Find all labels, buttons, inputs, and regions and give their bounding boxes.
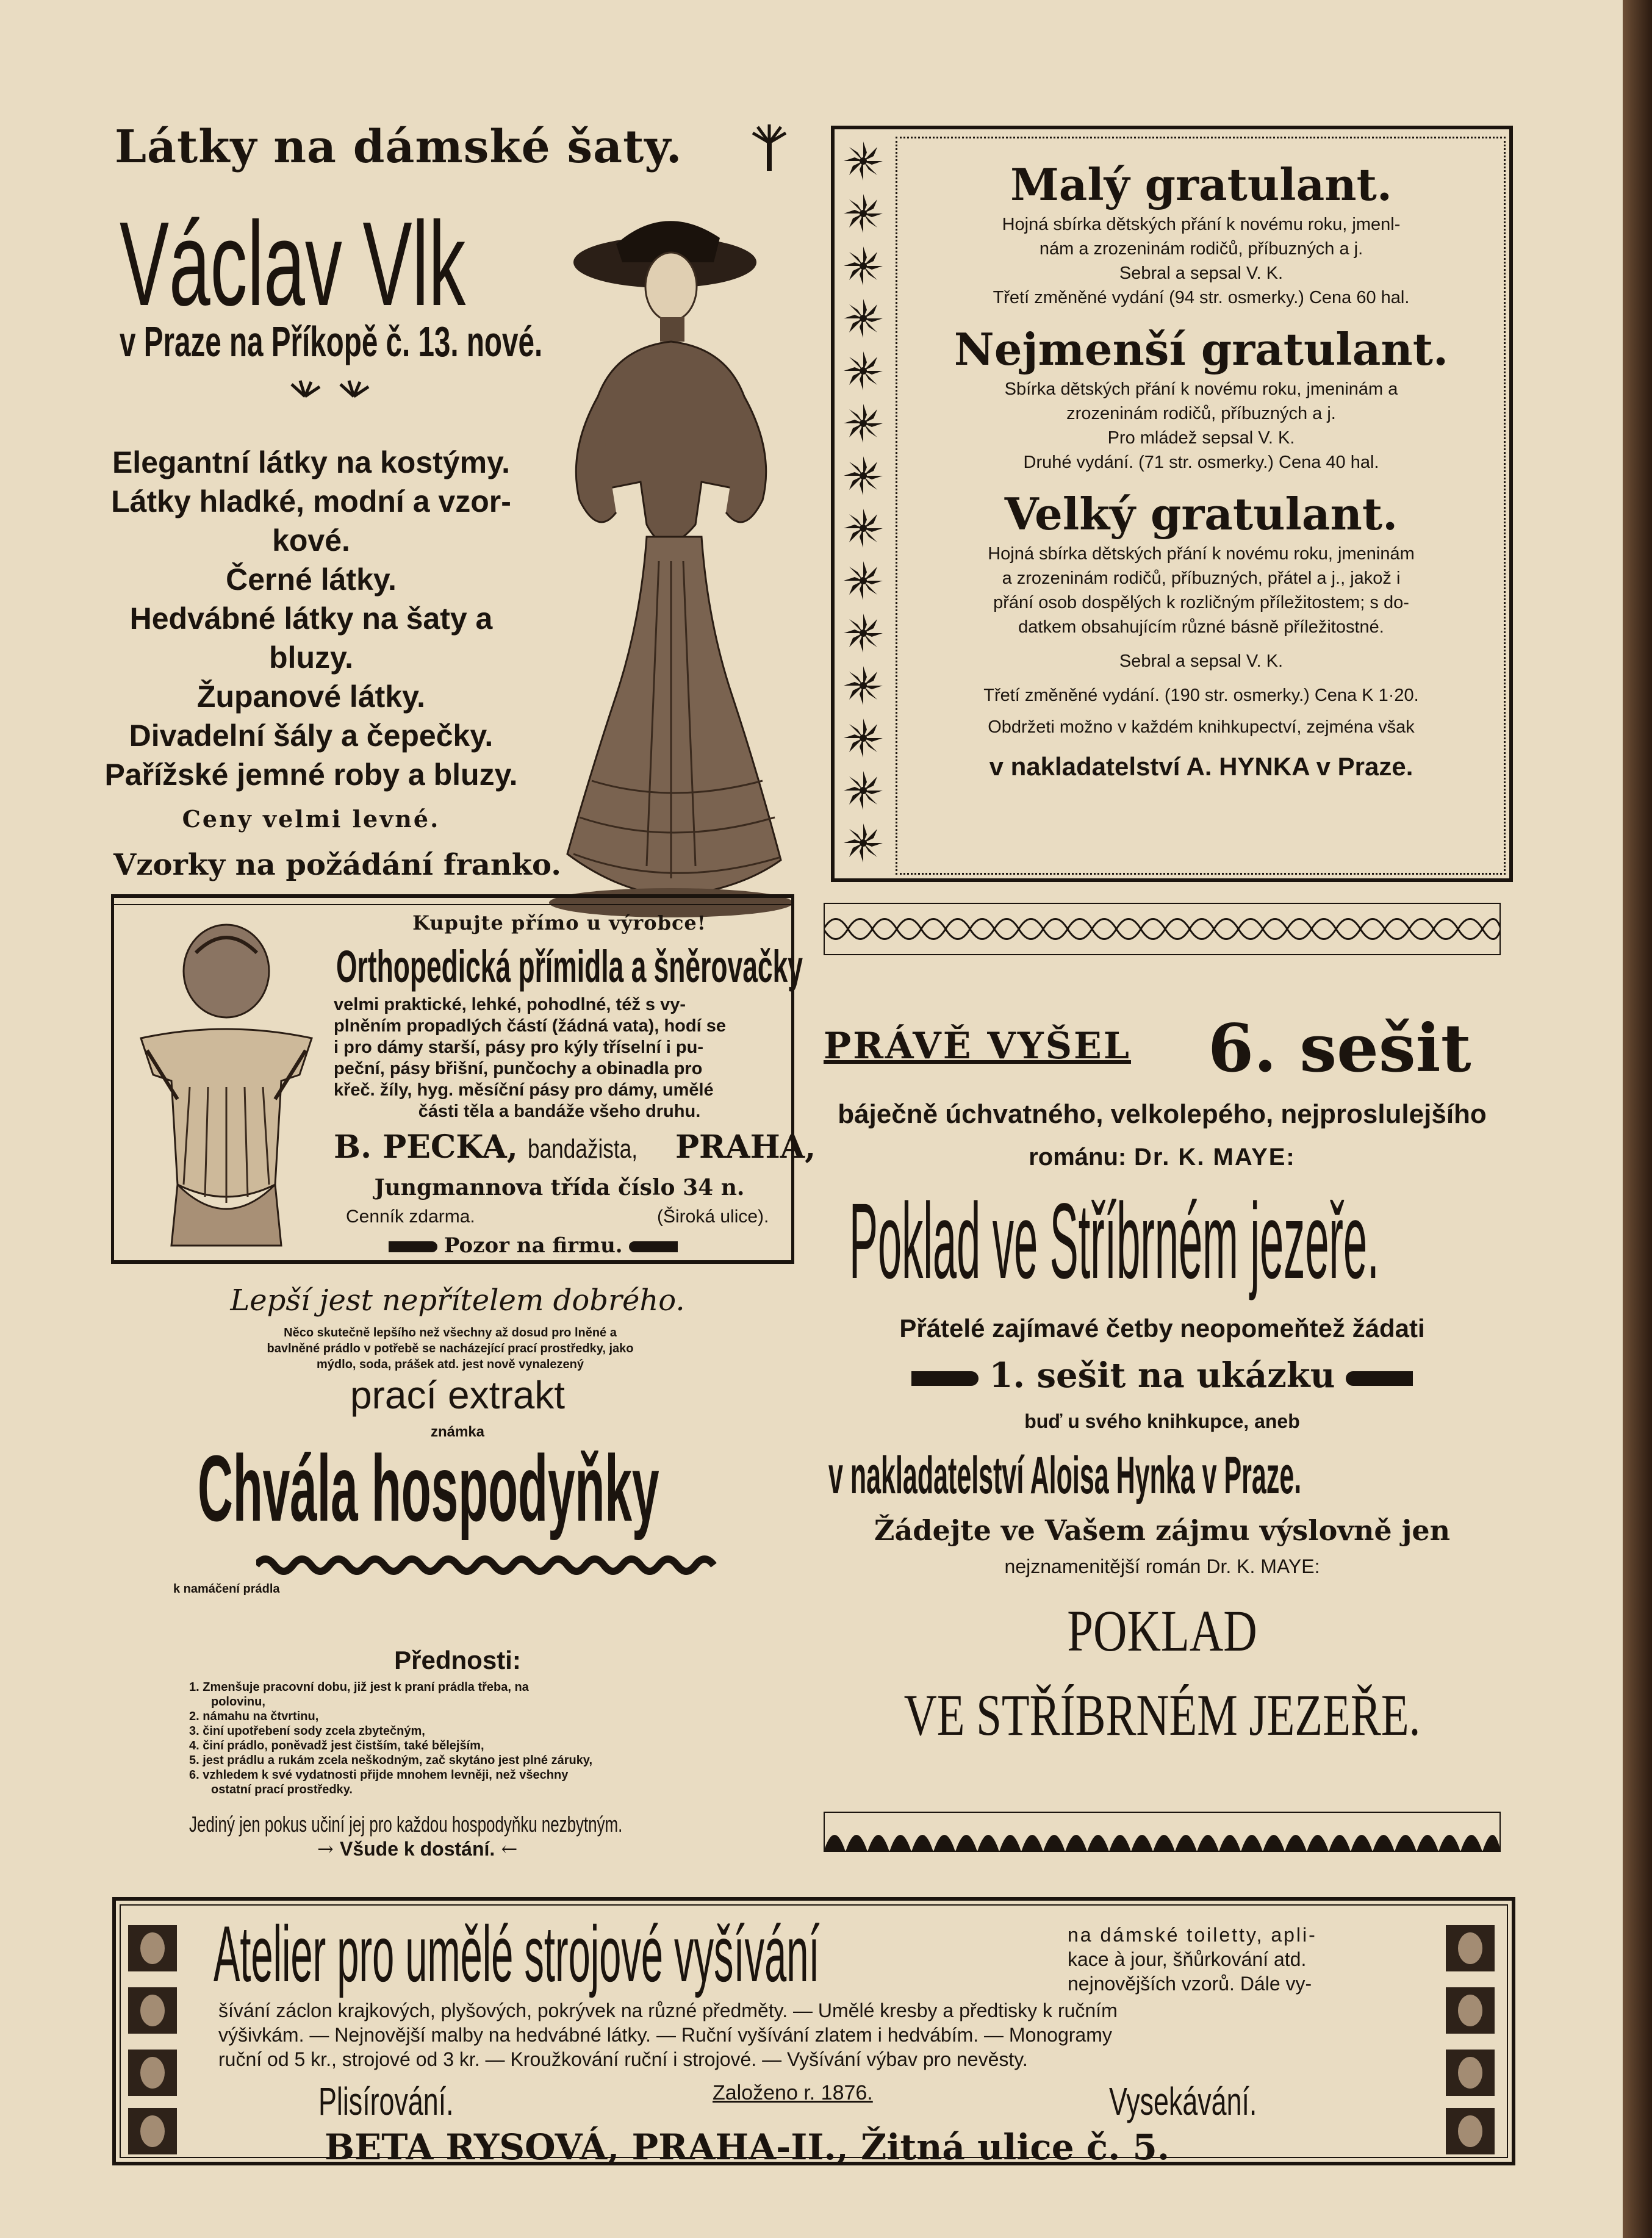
vilk-item: Látky hladké, modní a vzor-	[111, 484, 511, 518]
pecka-line: velmi praktické, lehké, pohodlné, též s vy-	[334, 995, 686, 1014]
advantage-line: 1. Zmenšuje pracovní dobu, již jest k praní prádla třeba, na	[189, 1680, 529, 1694]
pecka-firm-warning	[389, 1233, 678, 1258]
rysova-cut: Vysekávání.	[1109, 2079, 1257, 2123]
book-line: Sbírka dětských přání k novému roku, jmeninám a	[1004, 379, 1398, 399]
vilk-item: Županové látky.	[196, 680, 426, 714]
rysova-founded: Založeno r. 1876.	[713, 2081, 873, 2104]
intro-line: bavlněné prádlo v potřebě se nacházející prací prostředky, jako	[267, 1342, 634, 1355]
lady-dress-illustration	[543, 195, 799, 939]
pointing-hand-icon	[629, 1241, 678, 1252]
maye-desc2: románu:	[1029, 1144, 1127, 1171]
pecka-catalog: Cenník zdarma.	[346, 1207, 475, 1227]
advantage-line: 4. činí prádlo, poněvadž jest čistším, také bělejším,	[189, 1739, 484, 1752]
arrow-left-icon: ←	[501, 1837, 518, 1860]
arrow-right-icon: →	[317, 1837, 334, 1860]
book-line: datkem obsahujícím různé básně příležitostné.	[1018, 617, 1384, 637]
pecka-top: Kupujte přímo u výrobce!	[412, 911, 706, 934]
intro-line: Něco skutečně lepšího než všechny až dosud pro lněné a	[284, 1326, 617, 1340]
books-publisher: v nakladatelství A. HYNKA v Praze.	[989, 752, 1413, 781]
portrait-column-right	[1446, 1925, 1495, 2157]
book-line: Sebral a sepsal V. K.	[1119, 264, 1284, 283]
extrakt-everywhere: Všude k dostání.	[339, 1838, 495, 1860]
pecka-line: plněním propadlých částí (žádná vata), hodí se	[334, 1016, 726, 1036]
maye-big2: VE STŘÍBRNÉM JEZEŘE.	[903, 1682, 1421, 1748]
advantage-line: 3. činí upotřebení sody zcela zbytečným,	[189, 1724, 425, 1738]
wave-ornament	[256, 1553, 720, 1577]
vilk-item: kové.	[272, 523, 350, 558]
advantage-line: polovinu,	[211, 1695, 265, 1709]
book-title: Nejmenší gratulant.	[953, 323, 1449, 375]
maye-publisher: v nakladatelství Aloisa Hynka v Praze.	[828, 1446, 1302, 1505]
extrakt-brand: Chvála hospodyňky	[198, 1436, 659, 1541]
vilk-item: Divadelní šály a čepečky.	[129, 719, 494, 753]
pecka-firm: Pozor na firmu.	[444, 1233, 623, 1258]
rysova-side	[1068, 1923, 1446, 1996]
rysova-line: ruční od 5 kr., strojové od 3 kr. — Kroužkování ruční i strojové. — Vyšívání výbav pro nevěsty.	[218, 2048, 1028, 2070]
pecka-title: Orthopedická přímidla a šněrovačky	[336, 941, 803, 992]
book-line: Hojná sbírka dětských přání k novému roku, jmenl-	[1002, 215, 1401, 234]
top-ornament-border	[824, 903, 1501, 955]
page-edge	[1623, 0, 1652, 2238]
pecka-line: části těla a bandáže všeho druhu.	[418, 1102, 701, 1121]
palmette-ornament-icon	[287, 378, 372, 403]
pecka-line: křeč. žíly, hyg. měsíční pásy pro dámy, umělé	[334, 1080, 714, 1100]
book-line: Hojná sbírka dětských přání k novému roku, jmeninám	[988, 544, 1415, 564]
book-line: nám a zrozeninám rodičů, příbuzných a j.	[1039, 239, 1363, 259]
vilk-item: bluzy.	[269, 640, 353, 675]
book-description	[898, 542, 1504, 708]
rysova-title: Atelier pro umělé strojové vyšívání	[214, 1909, 820, 1998]
rysova-pleat: Plisírování.	[318, 2079, 454, 2123]
advantage-line: ostatní prací prostředky.	[211, 1783, 353, 1796]
pecka-city: PRAHA,	[675, 1128, 816, 1166]
pecka-name: B. PECKA,	[334, 1128, 518, 1166]
pointing-hand-icon	[1346, 1371, 1413, 1386]
flower-border-icon	[838, 138, 888, 876]
maye-author: Dr. K. MAYE:	[1133, 1144, 1296, 1171]
book-description	[898, 212, 1504, 310]
pointing-hand-icon	[911, 1371, 979, 1386]
advantage-line: 5. jest prádlu a rukám zcela neškodným, zač skytáno jest plné záruky,	[189, 1754, 593, 1767]
vilk-item: Elegantní látky na kostýmy.	[112, 445, 511, 479]
pecka-ad	[111, 894, 816, 1264]
rysova-line: výšivkám. — Nejnovější malby na hedvábné látky. — Ruční vyšívání zlatem i hedvábím. — Monogramy	[218, 2024, 1112, 2046]
maye-famous: nejznamenitější román Dr. K. MAYE:	[1004, 1555, 1320, 1577]
vilk-item: Pařížské jemné roby a bluzy.	[104, 758, 518, 792]
vilk-headline: Látky na dámské šaty.	[115, 121, 683, 173]
book-line: Sebral a sepsal V. K.	[1119, 651, 1284, 671]
book-line: Třetí změněné vydání (94 str. osmerky.) Cena 60 hal.	[993, 288, 1410, 307]
extrakt-known: známka	[430, 1424, 485, 1440]
vilk-address: v Praze na Příkopě č. 13. nové.	[120, 318, 543, 365]
bottom-ornament-border	[824, 1812, 1501, 1852]
rysova-address: BETA RYSOVÁ, PRAHA-II., Žitná ulice č. 5.	[325, 2126, 1170, 2168]
advantage-line: 6. vzhledem k své vydatnosti přijde mnohem levněji, než všechny	[189, 1768, 569, 1782]
portrait-column-left	[128, 1925, 177, 2157]
book-title: Malý gratulant.	[1010, 159, 1392, 210]
book-description	[898, 377, 1504, 475]
pecka-trade: bandažista,	[528, 1134, 638, 1164]
book-line: Pro mládež sepsal V. K.	[1107, 428, 1295, 448]
maye-issue: 6. sešit	[1208, 1010, 1471, 1087]
book-line: přání osob dospělých k rozličným příležitostem; s do-	[993, 593, 1409, 612]
vilk-item: Černé látky.	[226, 562, 397, 597]
side-line: nejnovějších vzorů. Dále vy-	[1068, 1973, 1312, 1995]
book-line: a zrozeninám rodičů, příbuzných, přátel a j., jakož i	[1002, 568, 1401, 588]
books-content	[898, 157, 1504, 781]
books-obtain: Obdržeti možno v každém knihkupectví, zejména však	[988, 717, 1415, 737]
maye-desc1: báječně úchvatného, velkolepého, nejproslulejšího	[838, 1099, 1487, 1129]
corset-illustration	[123, 916, 330, 1258]
maye-big1: POKLAD	[1067, 1598, 1257, 1663]
extrakt-adv-title: Přednosti:	[394, 1646, 521, 1674]
pecka-line: peční, pásy břišní, punčochy a obinadla pro	[334, 1059, 703, 1078]
book-title: Velký gratulant.	[1004, 488, 1398, 540]
hynek-books-ad	[831, 126, 1513, 882]
palmette-icon	[749, 124, 789, 173]
maye-friends: Přátelé zajímavé četby neopomeňtež žádati	[899, 1314, 1425, 1343]
extrakt-advantages	[189, 1680, 726, 1797]
pecka-inner-rule	[114, 904, 791, 905]
extrakt-intro	[176, 1325, 725, 1372]
pecka-line: i pro dámy starší, pásy pro kýly tříselní i pu-	[334, 1038, 703, 1057]
maye-just: PRÁVĚ VYŠEL	[824, 1025, 1131, 1067]
extrakt-closing: Jediný jen pokus učiní jej pro každou hospodyňku nezbytným.	[189, 1812, 623, 1837]
extrakt-motto: Lepší jest nepřítelem dobrého.	[230, 1283, 685, 1318]
extrakt-product: prací extrakt	[350, 1373, 566, 1417]
maye-sample-line	[817, 1355, 1507, 1396]
pecka-street-note: (Široká ulice).	[657, 1207, 769, 1227]
book-line: Třetí změněné vydání. (190 str. osmerky.) Cena K 1·20.	[983, 686, 1419, 705]
vilk-items	[104, 443, 519, 794]
pecka-street: Jungmannova třída číslo 34 n.	[374, 1175, 745, 1200]
vilk-item: Hedvábné látky na šaty a	[129, 601, 493, 636]
pecka-firm-line	[334, 1128, 816, 1166]
rysova-ad	[112, 1897, 1515, 2168]
book-line: zrozeninám rodičů, příbuzných a j.	[1066, 404, 1336, 423]
rysova-body	[218, 1998, 1438, 2071]
maye-where: buď u svého knihkupce, aneb	[1024, 1410, 1300, 1432]
maye-sample: 1. sešit na ukázku	[989, 1355, 1335, 1396]
pecka-description	[334, 994, 785, 1122]
extrakt-everywhere-line	[317, 1837, 517, 1860]
book-line: Druhé vydání. (71 str. osmerky.) Cena 40 hal.	[1023, 453, 1379, 472]
side-line: na dámské toiletty, apli-	[1068, 1924, 1317, 1946]
maye-desc2-line	[817, 1143, 1507, 1171]
maye-ad	[817, 897, 1507, 1873]
rysova-line: šívání záclon krajkových, plyšových, pokrývek na různé předměty. — Umělé kresby a předtisky k ručním	[218, 1999, 1118, 2021]
intro-line: mýdlo, soda, prášek atd. jest nově vynalezený	[317, 1358, 584, 1371]
vilk-samples: Vzorky na požádání franko.	[113, 848, 561, 882]
vilk-name: Václav Vlk	[120, 197, 466, 331]
maye-ask: Žádejte ve Vašem zájmu výslovně jen	[874, 1514, 1451, 1547]
vilk-ad	[92, 110, 805, 884]
extrakt-soak: k namáčení prádla	[173, 1582, 280, 1596]
side-line: kace à jour, šňůrkování atd.	[1068, 1948, 1307, 1970]
maye-title: Poklad ve Stříbrném jezeře.	[849, 1182, 1379, 1301]
vilk-prices: Ceny velmi levné.	[182, 805, 440, 833]
advantage-line: 2. námahu na čtvrtinu,	[189, 1710, 319, 1723]
pointing-hand-icon	[389, 1241, 437, 1252]
